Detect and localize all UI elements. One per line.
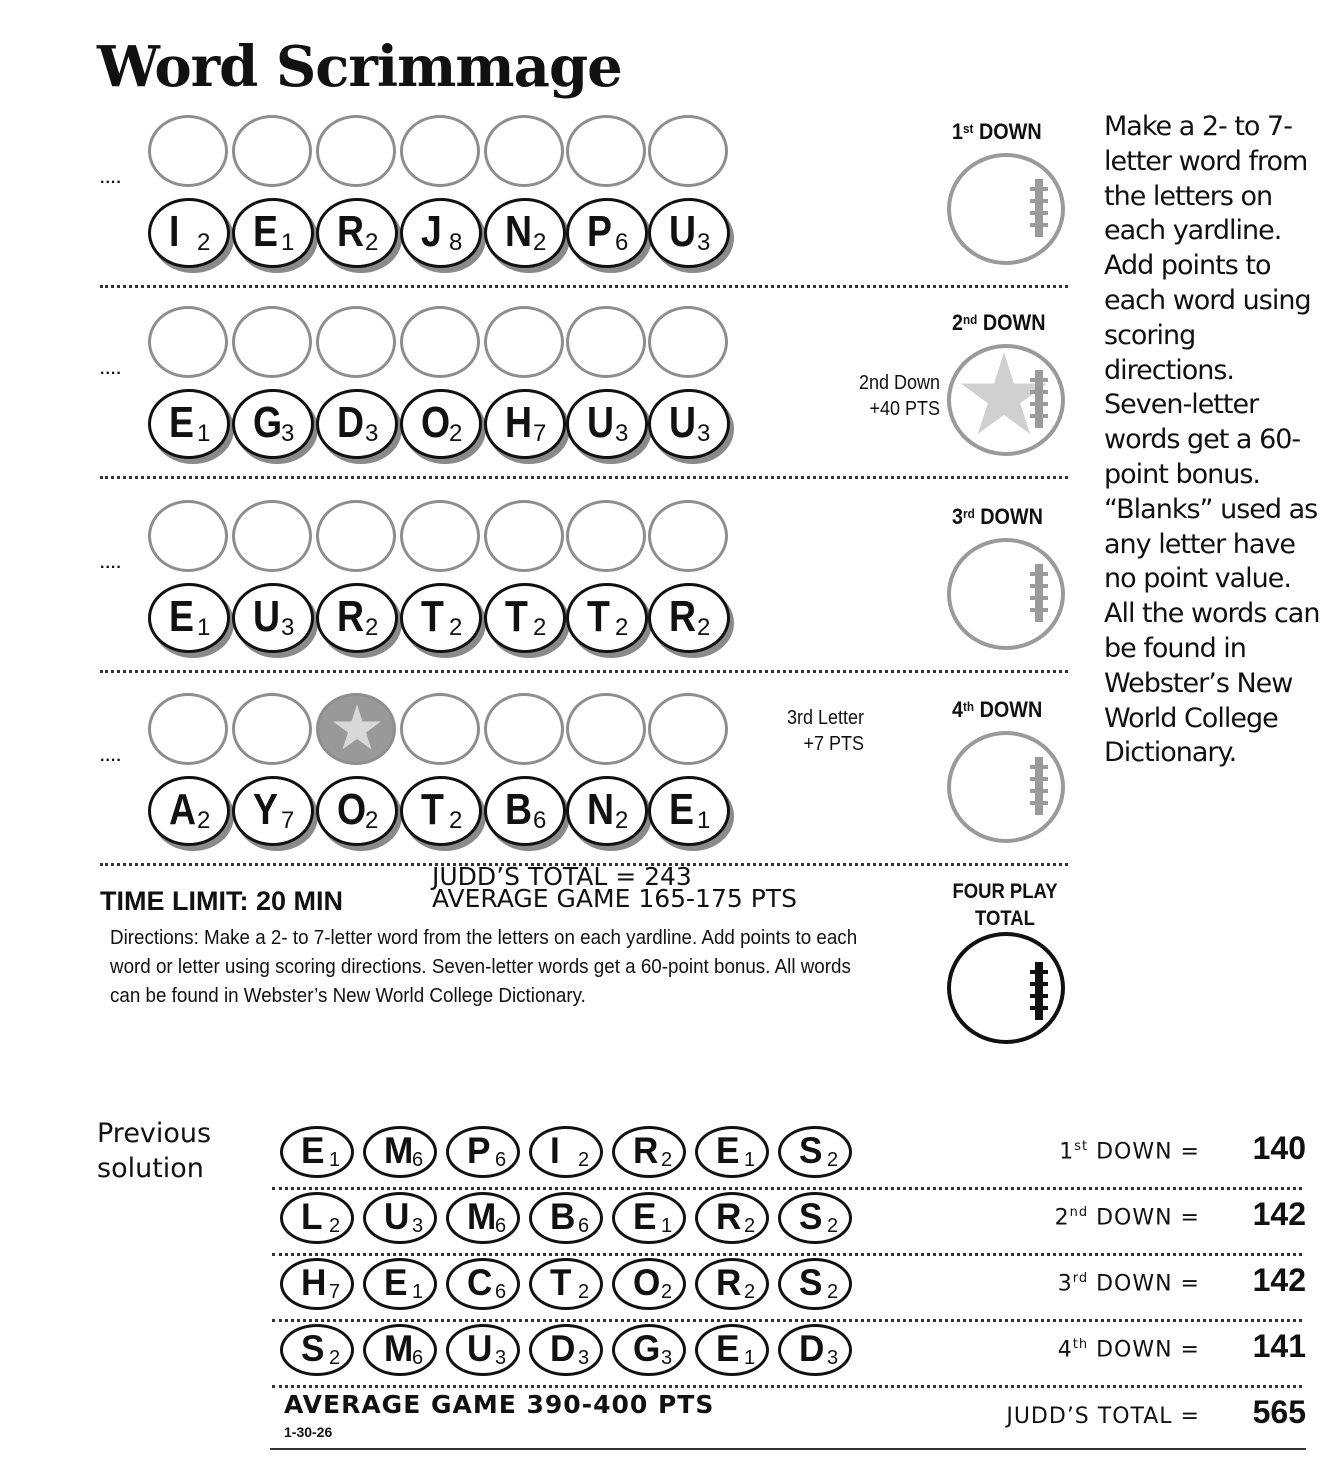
average-game: AVERAGE GAME 165-175 PTS — [432, 884, 797, 913]
down-word: DOWN — [982, 310, 1046, 335]
tile-letter: Y — [253, 785, 278, 834]
tile-letter: R — [633, 1130, 659, 1171]
tile-points: 2 — [449, 807, 463, 834]
answer-slot[interactable] — [148, 306, 228, 378]
down-number: 4 — [1057, 1337, 1073, 1363]
tile-points: 3 — [365, 420, 379, 447]
tile-points: 2 — [661, 1149, 673, 1171]
bonus-line2: +7 PTS — [803, 733, 864, 755]
answer-slot[interactable] — [232, 115, 312, 187]
tile-points: 3 — [661, 1347, 673, 1369]
tile-points: 1 — [697, 807, 711, 834]
tile-letter: I — [550, 1130, 560, 1171]
letter-tile — [484, 389, 566, 459]
football-lace-icon — [1035, 370, 1043, 428]
solution-tile — [695, 1126, 769, 1178]
answer-slot[interactable] — [400, 115, 480, 187]
previous-label-line2: solution — [97, 1153, 204, 1184]
solution-score: 141 — [1252, 1328, 1306, 1364]
solution-tile — [446, 1258, 520, 1310]
down-score-field[interactable] — [947, 344, 1065, 456]
letter-tile — [648, 776, 730, 846]
solution-tile — [446, 1126, 520, 1178]
solution-tile — [778, 1192, 852, 1244]
tile-letter: R — [669, 592, 697, 641]
tile-letter: H — [505, 398, 533, 447]
tile-letter: E — [253, 207, 278, 256]
tile-points: 2 — [197, 807, 211, 834]
bonus-line1: 2nd Down — [858, 372, 940, 394]
tile-points: 2 — [365, 807, 379, 834]
down-suffix: rd — [963, 506, 975, 521]
solution-tile — [778, 1324, 852, 1376]
down-label — [952, 119, 1042, 145]
instructions-sidebar: Make a 2- to 7-letter word from the letters on each yardline. Add points to each word using scoring directions. Seven-letter words get a 60-point bonus. “Blanks” used as any letter have no point value. All the words can be found in Webster’s New World College Dictionary. — [1104, 111, 1320, 769]
tile-points: 2 — [697, 614, 711, 641]
answer-slot[interactable] — [400, 306, 480, 378]
solution-tile — [280, 1258, 354, 1310]
tile-points: 2 — [827, 1149, 839, 1171]
down-label — [952, 504, 1043, 530]
letter-tile — [148, 389, 230, 459]
down-suffix: st — [963, 121, 974, 136]
bonus-rule — [796, 370, 940, 422]
answer-slot[interactable] — [484, 500, 564, 572]
tile-letter: S — [799, 1196, 823, 1237]
solution-tile — [778, 1126, 852, 1178]
tile-letter: D — [799, 1328, 825, 1369]
down-suffix: th — [963, 699, 975, 714]
tile-points: 3 — [281, 420, 295, 447]
tile-points: 2 — [744, 1281, 756, 1303]
down-number: 1 — [952, 119, 964, 144]
answer-slot[interactable] — [232, 306, 312, 378]
tile-points: 2 — [197, 229, 211, 256]
solution-score: 142 — [1252, 1196, 1306, 1232]
letter-tile — [316, 389, 398, 459]
solution-tile — [280, 1324, 354, 1376]
tile-letter: N — [505, 207, 533, 256]
answer-slot[interactable] — [566, 500, 646, 572]
down-number: 2 — [1054, 1205, 1070, 1231]
solution-tile — [363, 1324, 437, 1376]
tile-points: 2 — [449, 614, 463, 641]
down-suffix: st — [1074, 1139, 1089, 1154]
judds-total: JUDD’S TOTAL = 243 — [432, 862, 692, 891]
solution-tile — [446, 1192, 520, 1244]
letter-tile — [232, 776, 314, 846]
puzzle-date: 1-30-26 — [284, 1424, 333, 1440]
yardline-divider — [100, 285, 1068, 288]
letter-tile — [232, 389, 314, 459]
down-word: DOWN = — [1096, 1337, 1200, 1363]
down-score-field[interactable] — [947, 731, 1065, 843]
time-limit: TIME LIMIT: 20 MIN — [100, 886, 343, 916]
tile-letter: E — [716, 1328, 740, 1369]
tile-letter: R — [716, 1262, 742, 1303]
tile-points: 3 — [615, 420, 629, 447]
letter-tile — [484, 776, 566, 846]
tile-points: 6 — [578, 1215, 590, 1237]
tile-letter: U — [253, 592, 281, 641]
tile-letter: L — [301, 1196, 323, 1237]
down-label — [952, 310, 1046, 336]
tile-letter: P — [587, 207, 612, 256]
tile-letter: G — [253, 398, 283, 447]
letter-tile — [400, 198, 482, 268]
solution-divider — [272, 1187, 1302, 1190]
down-score-field[interactable] — [947, 153, 1065, 265]
tile-points: 2 — [827, 1215, 839, 1237]
tile-points: 6 — [412, 1149, 424, 1171]
down-suffix: nd — [1069, 1205, 1089, 1220]
solution-tile — [446, 1324, 520, 1376]
tile-letter: B — [550, 1196, 576, 1237]
tile-letter: T — [587, 592, 610, 641]
tile-letter: T — [550, 1262, 572, 1303]
tile-points: 6 — [495, 1215, 507, 1237]
answer-slot[interactable] — [316, 306, 396, 378]
answer-slot[interactable] — [148, 693, 228, 765]
tile-letter: E — [169, 592, 194, 641]
answer-slot[interactable] — [316, 693, 396, 765]
tile-points: 3 — [281, 614, 295, 641]
tile-points: 2 — [578, 1149, 590, 1171]
solution-tile — [363, 1192, 437, 1244]
tile-points: 1 — [281, 229, 295, 256]
solution-divider — [272, 1319, 1302, 1322]
tile-letter: H — [301, 1262, 327, 1303]
answer-slot[interactable] — [484, 693, 564, 765]
tile-letter: R — [337, 207, 365, 256]
solution-tile — [529, 1192, 603, 1244]
tile-letter: O — [337, 785, 367, 834]
answer-slot[interactable] — [400, 500, 480, 572]
tile-letter: R — [337, 592, 365, 641]
letter-tile — [484, 198, 566, 268]
football-lace-icon — [1035, 179, 1043, 237]
down-suffix: nd — [963, 312, 978, 327]
tile-points: 6 — [533, 807, 547, 834]
tile-letter: E — [169, 398, 194, 447]
tile-letter: I — [169, 207, 180, 256]
solution-down-label — [960, 1139, 1200, 1164]
letter-tile — [316, 198, 398, 268]
bottom-rule — [270, 1448, 1306, 1450]
bonus-line2: +40 PTS — [869, 398, 940, 420]
solution-tile — [695, 1258, 769, 1310]
football-lace-icon — [1035, 564, 1043, 622]
previous-judds-total-value: 565 — [1252, 1394, 1306, 1430]
tile-letter: E — [633, 1196, 657, 1237]
down-word: DOWN — [978, 119, 1042, 144]
tile-letter: S — [799, 1130, 823, 1171]
tile-letter: S — [301, 1328, 325, 1369]
solution-divider — [272, 1253, 1302, 1256]
tile-points: 3 — [697, 229, 711, 256]
four-play-label — [948, 878, 1062, 932]
solution-tile — [280, 1126, 354, 1178]
tile-letter: D — [550, 1328, 576, 1369]
football-lace-icon — [1035, 757, 1043, 815]
answer-slot[interactable] — [648, 306, 728, 378]
down-number: 3 — [952, 504, 964, 529]
yardline-marker: .... — [100, 170, 122, 187]
tile-points: 2 — [329, 1347, 341, 1369]
down-suffix: rd — [1072, 1271, 1089, 1286]
tile-letter: M — [384, 1328, 414, 1369]
solution-score: 142 — [1252, 1262, 1306, 1298]
answer-slot[interactable] — [648, 115, 728, 187]
down-label — [952, 697, 1042, 723]
tile-letter: E — [669, 785, 694, 834]
judds-total-block — [432, 862, 797, 913]
down-word: DOWN = — [1096, 1205, 1200, 1231]
letter-tile — [316, 776, 398, 846]
tile-letter: J — [421, 207, 442, 256]
tile-letter: R — [716, 1196, 742, 1237]
solution-tile — [363, 1126, 437, 1178]
answer-slot[interactable] — [566, 306, 646, 378]
letter-tile — [400, 583, 482, 653]
tile-letter: S — [799, 1262, 823, 1303]
tile-letter: U — [384, 1196, 410, 1237]
football-lace-icon — [1035, 962, 1043, 1020]
tile-letter: P — [467, 1130, 491, 1171]
tile-letter: E — [384, 1262, 408, 1303]
tile-points: 2 — [661, 1281, 673, 1303]
bonus-star-icon — [332, 704, 382, 754]
tile-letter: O — [421, 398, 451, 447]
solution-tile — [529, 1324, 603, 1376]
solution-tile — [612, 1324, 686, 1376]
down-number: 3 — [1057, 1271, 1073, 1297]
tile-letter: E — [716, 1130, 740, 1171]
solution-down-label — [960, 1271, 1200, 1296]
answer-slot[interactable] — [316, 500, 396, 572]
previous-solution-label — [97, 1116, 211, 1186]
tile-points: 2 — [533, 614, 547, 641]
down-word: DOWN = — [1096, 1139, 1200, 1165]
down-number: 4 — [952, 697, 964, 722]
tile-letter: C — [467, 1262, 493, 1303]
letter-tile — [148, 198, 230, 268]
tile-letter: T — [421, 592, 444, 641]
down-score-field[interactable] — [947, 538, 1065, 650]
yardline-divider — [100, 476, 1068, 479]
yardline-marker: .... — [100, 361, 122, 378]
tile-points: 2 — [615, 807, 629, 834]
answer-slot[interactable] — [148, 500, 228, 572]
tile-points: 8 — [449, 229, 463, 256]
tile-letter: T — [421, 785, 444, 834]
answer-slot[interactable] — [400, 693, 480, 765]
tile-letter: U — [587, 398, 615, 447]
previous-average-game: AVERAGE GAME 390-400 PTS — [284, 1390, 715, 1419]
letter-tile — [148, 776, 230, 846]
tile-points: 2 — [533, 229, 547, 256]
solution-down-label — [960, 1337, 1200, 1362]
letter-tile — [566, 198, 648, 268]
solution-tile — [695, 1324, 769, 1376]
page-title: Word Scrimmage — [97, 34, 622, 100]
tile-points: 2 — [827, 1281, 839, 1303]
tile-points: 3 — [827, 1347, 839, 1369]
previous-label-line1: Previous — [97, 1118, 212, 1149]
letter-tile — [566, 583, 648, 653]
letter-tile — [148, 583, 230, 653]
tile-points: 7 — [281, 807, 295, 834]
answer-slot[interactable] — [566, 115, 646, 187]
yardline-marker: .... — [100, 555, 122, 572]
down-suffix: th — [1072, 1337, 1089, 1352]
solution-tile — [778, 1258, 852, 1310]
tile-points: 2 — [449, 420, 463, 447]
directions-text: Directions: Make a 2- to 7-letter word from the letters on each yardline. Add points to each word or letter using scoring directions. Seven-letter words get a 60-point bonus. All words can be found in Webster’s New World College Dictionary. — [110, 927, 858, 1007]
letter-tile — [400, 776, 482, 846]
answer-slot[interactable] — [148, 115, 228, 187]
letter-tile — [566, 776, 648, 846]
tile-letter: U — [669, 398, 697, 447]
solution-tile — [363, 1258, 437, 1310]
solution-tile — [695, 1192, 769, 1244]
letter-tile — [566, 389, 648, 459]
letter-tile — [232, 198, 314, 268]
tile-points: 3 — [578, 1347, 590, 1369]
answer-slot[interactable] — [484, 115, 564, 187]
tile-letter: E — [301, 1130, 325, 1171]
answer-slot[interactable] — [232, 693, 312, 765]
tile-letter: D — [337, 398, 365, 447]
four-play-line1: FOUR PLAY — [952, 880, 1058, 903]
letter-tile — [316, 583, 398, 653]
tile-points: 1 — [197, 614, 211, 641]
tile-letter: U — [669, 207, 697, 256]
tile-letter: O — [633, 1262, 661, 1303]
four-play-total-field[interactable] — [947, 932, 1065, 1044]
letter-tile — [648, 583, 730, 653]
solution-tile — [529, 1126, 603, 1178]
tile-points: 6 — [615, 229, 629, 256]
tile-points: 3 — [697, 420, 711, 447]
solution-tile — [280, 1192, 354, 1244]
down-word: DOWN = — [1096, 1271, 1200, 1297]
solution-tile — [529, 1258, 603, 1310]
letter-tile — [400, 389, 482, 459]
four-play-line2: TOTAL — [975, 907, 1035, 930]
tile-points: 3 — [495, 1347, 507, 1369]
previous-judds-total-label: JUDD’S TOTAL = — [1006, 1404, 1200, 1429]
down-word: DOWN — [979, 697, 1043, 722]
answer-slot[interactable] — [566, 693, 646, 765]
answer-slot[interactable] — [316, 115, 396, 187]
tile-points: 1 — [197, 420, 211, 447]
tile-letter: B — [505, 785, 533, 834]
solution-tile — [612, 1258, 686, 1310]
yardline-divider — [100, 670, 1068, 673]
tile-points: 2 — [578, 1281, 590, 1303]
bonus-rule — [716, 705, 864, 757]
solution-score: 140 — [1252, 1130, 1306, 1166]
solution-down-label — [960, 1205, 1200, 1230]
tile-letter: M — [384, 1130, 414, 1171]
solution-tile — [612, 1192, 686, 1244]
tile-points: 2 — [744, 1215, 756, 1237]
tile-points: 2 — [365, 229, 379, 256]
letter-tile — [232, 583, 314, 653]
answer-slot[interactable] — [484, 306, 564, 378]
tile-letter: T — [505, 592, 528, 641]
tile-letter: U — [467, 1328, 493, 1369]
tile-points: 6 — [495, 1281, 507, 1303]
tile-letter: M — [467, 1196, 497, 1237]
tile-points: 6 — [495, 1149, 507, 1171]
tile-letter: N — [587, 785, 615, 834]
tile-points: 2 — [615, 614, 629, 641]
tile-points: 1 — [329, 1149, 341, 1171]
tile-points: 1 — [744, 1347, 756, 1369]
solution-tile — [612, 1126, 686, 1178]
down-number: 1 — [1059, 1139, 1075, 1165]
letter-tile — [484, 583, 566, 653]
down-number: 2 — [952, 310, 964, 335]
tile-points: 1 — [412, 1281, 424, 1303]
tile-points: 2 — [329, 1215, 341, 1237]
letter-tile — [648, 389, 730, 459]
answer-slot[interactable] — [648, 500, 728, 572]
bonus-line1: 3rd Letter — [786, 707, 864, 729]
tile-letter: G — [633, 1328, 661, 1369]
solution-divider — [272, 1385, 1302, 1388]
yardline-marker: .... — [100, 748, 122, 765]
letter-tile — [648, 198, 730, 268]
down-word: DOWN — [980, 504, 1043, 529]
tile-points: 3 — [412, 1215, 424, 1237]
tile-points: 1 — [744, 1149, 756, 1171]
answer-slot[interactable] — [232, 500, 312, 572]
tile-points: 1 — [661, 1215, 673, 1237]
tile-points: 6 — [412, 1347, 424, 1369]
tile-points: 7 — [329, 1281, 341, 1303]
tile-letter: A — [169, 785, 197, 834]
tile-points: 7 — [533, 420, 547, 447]
tile-points: 2 — [365, 614, 379, 641]
